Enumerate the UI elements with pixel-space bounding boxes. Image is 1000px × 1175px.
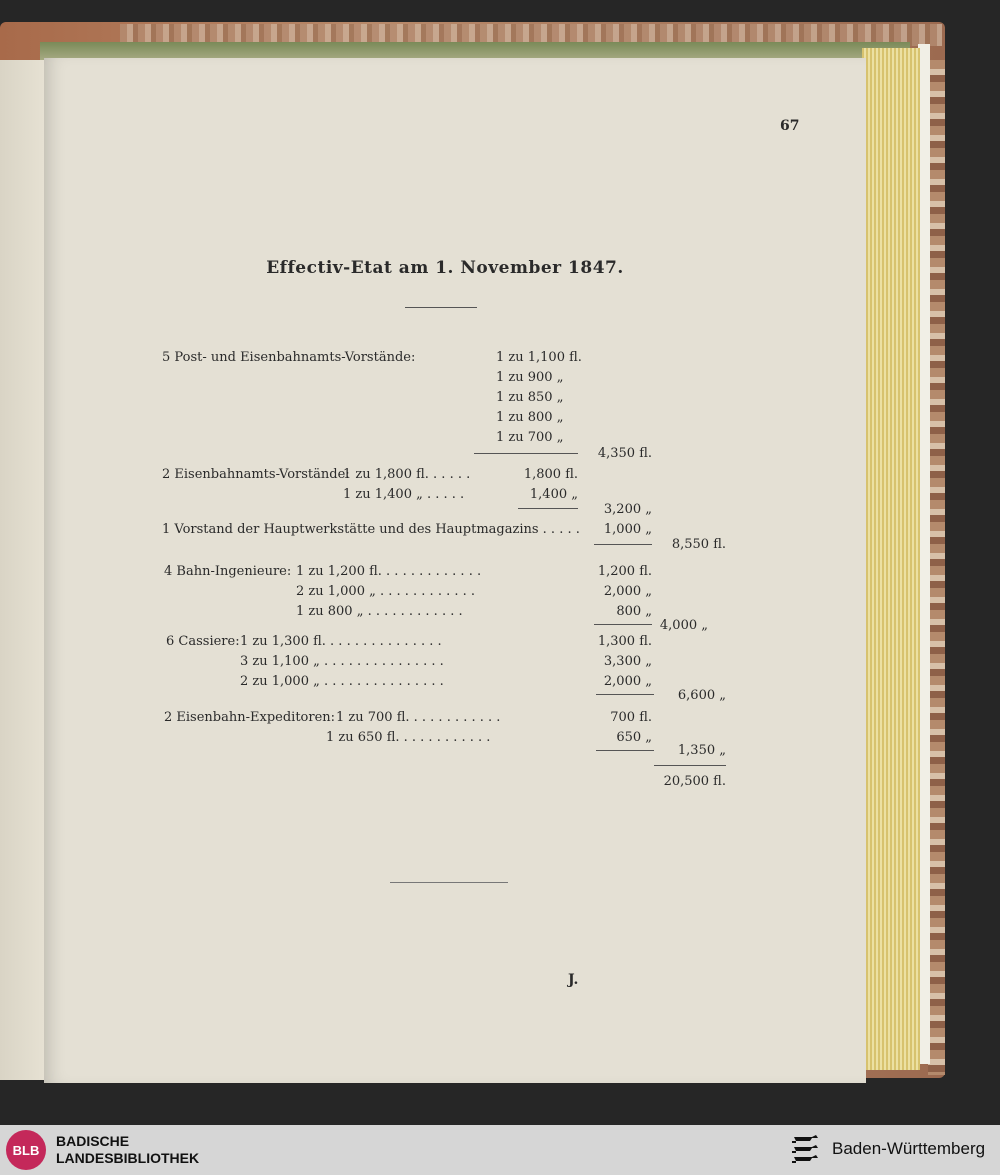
state-name[interactable]: Baden-Württemberg [832,1139,986,1158]
blb-logo[interactable]: BLB [6,1130,46,1170]
cassiere-amount: 1,300 fl. [597,634,652,649]
expeditoren-amount: 700 fl. [610,710,652,725]
cassiere-item: 2 zu 1,000 „ . . . . . . . . . . . . . . . [240,674,444,689]
bahnamt-label: 2 Eisenbahnamts-Vorstände: [162,467,350,482]
left-page-edge [0,60,45,1080]
signature-mark: J. [568,972,579,988]
cassiere-total: 6,600 „ [677,688,726,703]
ingenieure-amount: 800 „ [616,604,652,619]
bottom-divider [390,882,508,883]
ingenieure-amount: 2,000 „ [603,584,652,599]
post-subtotal: 4,350 fl. [597,446,652,461]
cover-marble-edge [928,60,945,1075]
cassiere-label: 6 Cassiere: [166,634,240,649]
page-title: Effectiv-Etat am 1. November 1847. [266,258,624,278]
ingenieure-item: 1 zu 1,200 fl. . . . . . . . . . . . . [296,564,482,579]
footer-bar [0,1125,1000,1175]
library-name-line2: LANDESBIBLIOTHEK [56,1150,200,1166]
cassiere-amount: 3,300 „ [603,654,652,669]
bahnamt-amount: 1,800 fl. [523,467,578,482]
grand-total: 20,500 fl. [663,774,726,789]
coat-of-arms-lions-icon [790,1133,822,1167]
ingenieure-total: 4,000 „ [659,618,708,633]
ingenieure-label: 4 Bahn-Ingenieure: [164,564,292,579]
bahnamt-subtotal: 3,200 „ [603,502,652,517]
ingenieure-item: 1 zu 800 „ . . . . . . . . . . . . [296,604,463,619]
post-label: 5 Post- und Eisenbahnamts-Vorstände: [162,350,416,365]
expeditoren-label: 2 Eisenbahn-Expeditoren: [164,710,336,725]
gilt-page-stack [862,48,920,1070]
cassiere-item: 3 zu 1,100 „ . . . . . . . . . . . . . . . [240,654,444,669]
ingenieure-amount: 1,200 fl. [597,564,652,579]
vorstand-amount: 1,000 „ [603,522,652,537]
post-item: 1 zu 700 „ [496,430,564,445]
grand-total-rule [654,765,726,766]
cassiere-amount: 2,000 „ [603,674,652,689]
bahnamt-item: 1 zu 1,400 „ . . . . . [343,487,465,502]
vorstand-label: 1 Vorstand der Hauptwerkstätte und des Hauptmagazins . . . . . [162,522,580,537]
post-item: 1 zu 800 „ [496,410,564,425]
post-item: 1 zu 850 „ [496,390,564,405]
page-number: 67 [780,118,800,134]
expeditoren-item: 1 zu 700 fl. . . . . . . . . . . . [336,710,501,725]
expeditoren-total: 1,350 „ [677,743,726,758]
group-total: 8,550 fl. [671,537,726,552]
cassiere-item: 1 zu 1,300 fl. . . . . . . . . . . . . . . [240,634,442,649]
library-name-line1: BADISCHE [56,1133,130,1149]
bahnamt-amount: 1,400 „ [529,487,578,502]
post-item: 1 zu 900 „ [496,370,564,385]
ingenieure-item: 2 zu 1,000 „ . . . . . . . . . . . . [296,584,476,599]
library-name [56,1133,199,1167]
expeditoren-item: 1 zu 650 fl. . . . . . . . . . . . [326,730,491,745]
title-divider [405,307,477,308]
expeditoren-amount: 650 „ [616,730,652,745]
post-item: 1 zu 1,100 fl. [496,350,582,365]
bahnamt-item: 1 zu 1,800 fl. . . . . . [343,467,471,482]
